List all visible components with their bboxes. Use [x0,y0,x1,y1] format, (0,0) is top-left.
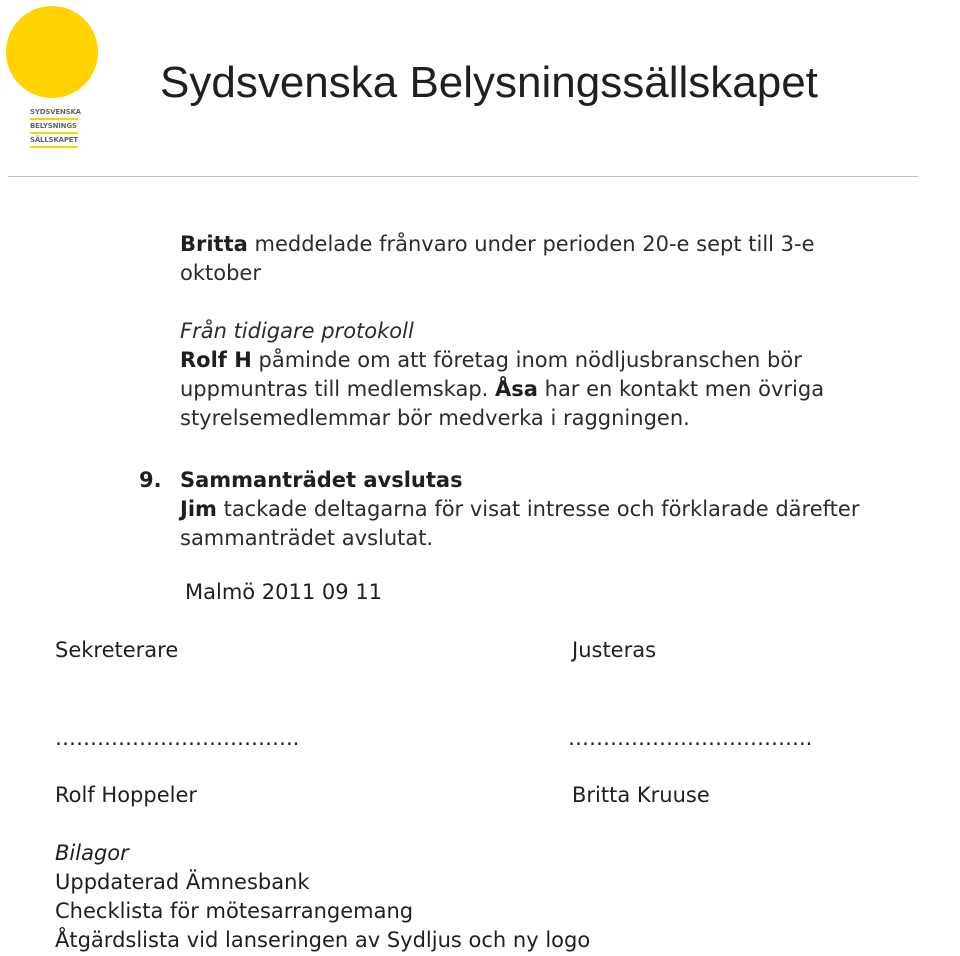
previous-person-2: Åsa [495,377,538,401]
previous-text-2a: uppmuntras till medlemskap. [180,377,496,401]
attachment-item: Uppdaterad Ämnesbank [55,870,310,894]
place-date: Malmö 2011 09 11 [185,580,383,604]
adjuster-signature-line: …………………………….. [568,726,813,750]
attachments-heading: Bilagor [55,841,129,865]
logo-line-2: BELYSNINGS [30,121,78,134]
organization-title: Sydsvenska Belysningssällskapet [160,58,818,107]
previous-line-2 [180,375,824,404]
attachment-item: Checklista för mötesarrangemang [55,899,414,923]
previous-minutes-paragraph [180,317,824,433]
absence-person: Britta [180,232,248,256]
logo-line-3: SÄLLSKAPET [30,135,78,148]
absence-line-2: oktober [180,261,261,285]
logo-line-1: SYDSVENSKA [30,107,78,120]
previous-person-1: Rolf H [180,348,252,372]
previous-line-3: styrelsemedlemmar bör medverka i raggningen. [180,406,690,430]
secretary-label: Sekreterare [55,638,179,662]
section-line-1 [180,495,859,524]
section-person: Jim [180,497,217,521]
attachments-section [55,839,590,955]
adjusted-label: Justeras [572,638,657,662]
adjuster-name: Britta Kruuse [572,783,710,807]
absence-text: meddelade frånvaro under perioden 20-e sept till 3-e [247,232,815,256]
secretary-name: Rolf Hoppeler [55,783,198,807]
absence-paragraph [180,230,815,288]
sun-logo-icon [6,6,98,98]
previous-line-1 [180,346,824,375]
previous-text-1: påminde om att företag inom nödljusbranschen bör [251,348,802,372]
section-heading: Sammanträdet avslutas [180,468,463,492]
section-text-1: tackade deltagarna för visat intresse och förklarade därefter [216,497,860,521]
section-line-2: sammanträdet avslutat. [180,526,434,550]
secretary-signature-line: …………………………….. [55,726,300,750]
absence-line-1 [180,230,815,259]
organization-logo [6,6,100,156]
section-9-paragraph [180,466,859,553]
section-number: 9. [139,468,162,492]
header-divider [8,176,918,177]
previous-text-2b: har en kontakt men övriga [537,377,825,401]
previous-minutes-heading: Från tidigare protokoll [180,319,414,343]
attachment-item: Åtgärdslista vid lanseringen av Sydljus och ny logo [55,928,591,952]
logo-wordmark [30,107,81,149]
